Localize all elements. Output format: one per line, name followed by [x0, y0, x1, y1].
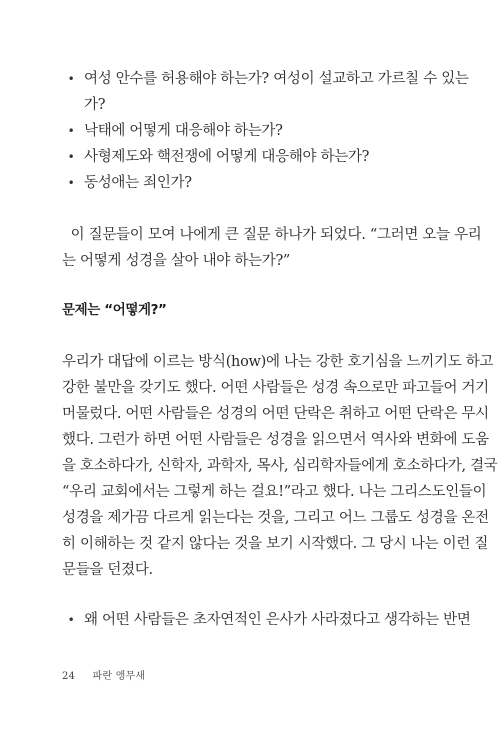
book-title: 파란 앵무새	[92, 671, 146, 682]
paragraph-line: 머물렀다. 어떤 사람들은 성경의 어떤 단락은 취하고 어떤 단락은 무시	[62, 406, 489, 422]
paragraph-line: 문들을 던졌다.	[62, 562, 153, 578]
paragraph-line: 했다. 그런가 하면 어떤 사람들은 성경을 읽으면서 역사와 변화에 도움	[62, 432, 489, 448]
page-number: 24	[62, 671, 76, 682]
paragraph-line: 는 어떻게 성경을 살아 내야 하는가?”	[62, 253, 291, 269]
body-paragraph	[62, 349, 498, 583]
question-line: 낙태에 어떻게 대응해야 하는가?	[84, 123, 283, 139]
paragraph-line: 을 호소하다가, 신학자, 과학자, 목사, 심리학자들에게 호소하다가, 결국	[62, 458, 498, 474]
paragraph-line: 우리가 대답에 이르는 방식(how)에 나는 강한 호기심을 느끼기도 하고	[62, 354, 494, 370]
bullet-dot-icon: •	[67, 124, 75, 138]
question-line: 가?	[84, 97, 106, 113]
bullet-dot-icon: •	[67, 72, 75, 86]
page-footer	[62, 667, 145, 682]
question-line: 동성애는 죄인가?	[84, 175, 192, 191]
intro-paragraph	[62, 222, 482, 274]
question-line: 사형제도와 핵전쟁에 어떻게 대응해야 하는가?	[84, 149, 370, 165]
question-list-bottom	[62, 607, 471, 633]
question-list-top	[62, 66, 469, 196]
question-item-2	[62, 118, 432, 144]
question-item-4	[62, 170, 432, 196]
question-line: 여성 안수를 허용해야 하는가? 여성이 설교하고 가르칠 수 있는	[84, 71, 469, 87]
question-item-3	[62, 144, 432, 170]
paragraph-line: “우리 교회에서는 그렇게 하는 걸요!”라고 했다. 나는 그리스도인들이	[62, 484, 487, 500]
paragraph-line: 강한 불만을 갖기도 했다. 어떤 사람들은 성경 속으로만 파고들어 거기	[62, 380, 489, 396]
question-line: 왜 어떤 사람들은 초자연적인 은사가 사라졌다고 생각하는 반면	[84, 612, 471, 628]
paragraph-line: 히 이해하는 것 같지 않다는 것을 보기 시작했다. 그 당시 나는 이런 질	[62, 536, 489, 552]
bullet-dot-icon: •	[67, 150, 75, 164]
section-heading: 문제는 “어떻게?”	[62, 302, 167, 318]
bullet-dot-icon: •	[67, 613, 75, 627]
paragraph-line: 성경을 제가끔 다르게 읽는다는 것을, 그리고 어느 그룹도 성경을 온전	[62, 510, 489, 526]
question-item-1	[62, 66, 469, 118]
paragraph-line: 이 질문들이 모여 나에게 큰 질문 하나가 되었다. “그러면 오늘 우리	[62, 227, 482, 243]
question-item-5	[62, 607, 471, 633]
bullet-dot-icon: •	[67, 176, 75, 190]
